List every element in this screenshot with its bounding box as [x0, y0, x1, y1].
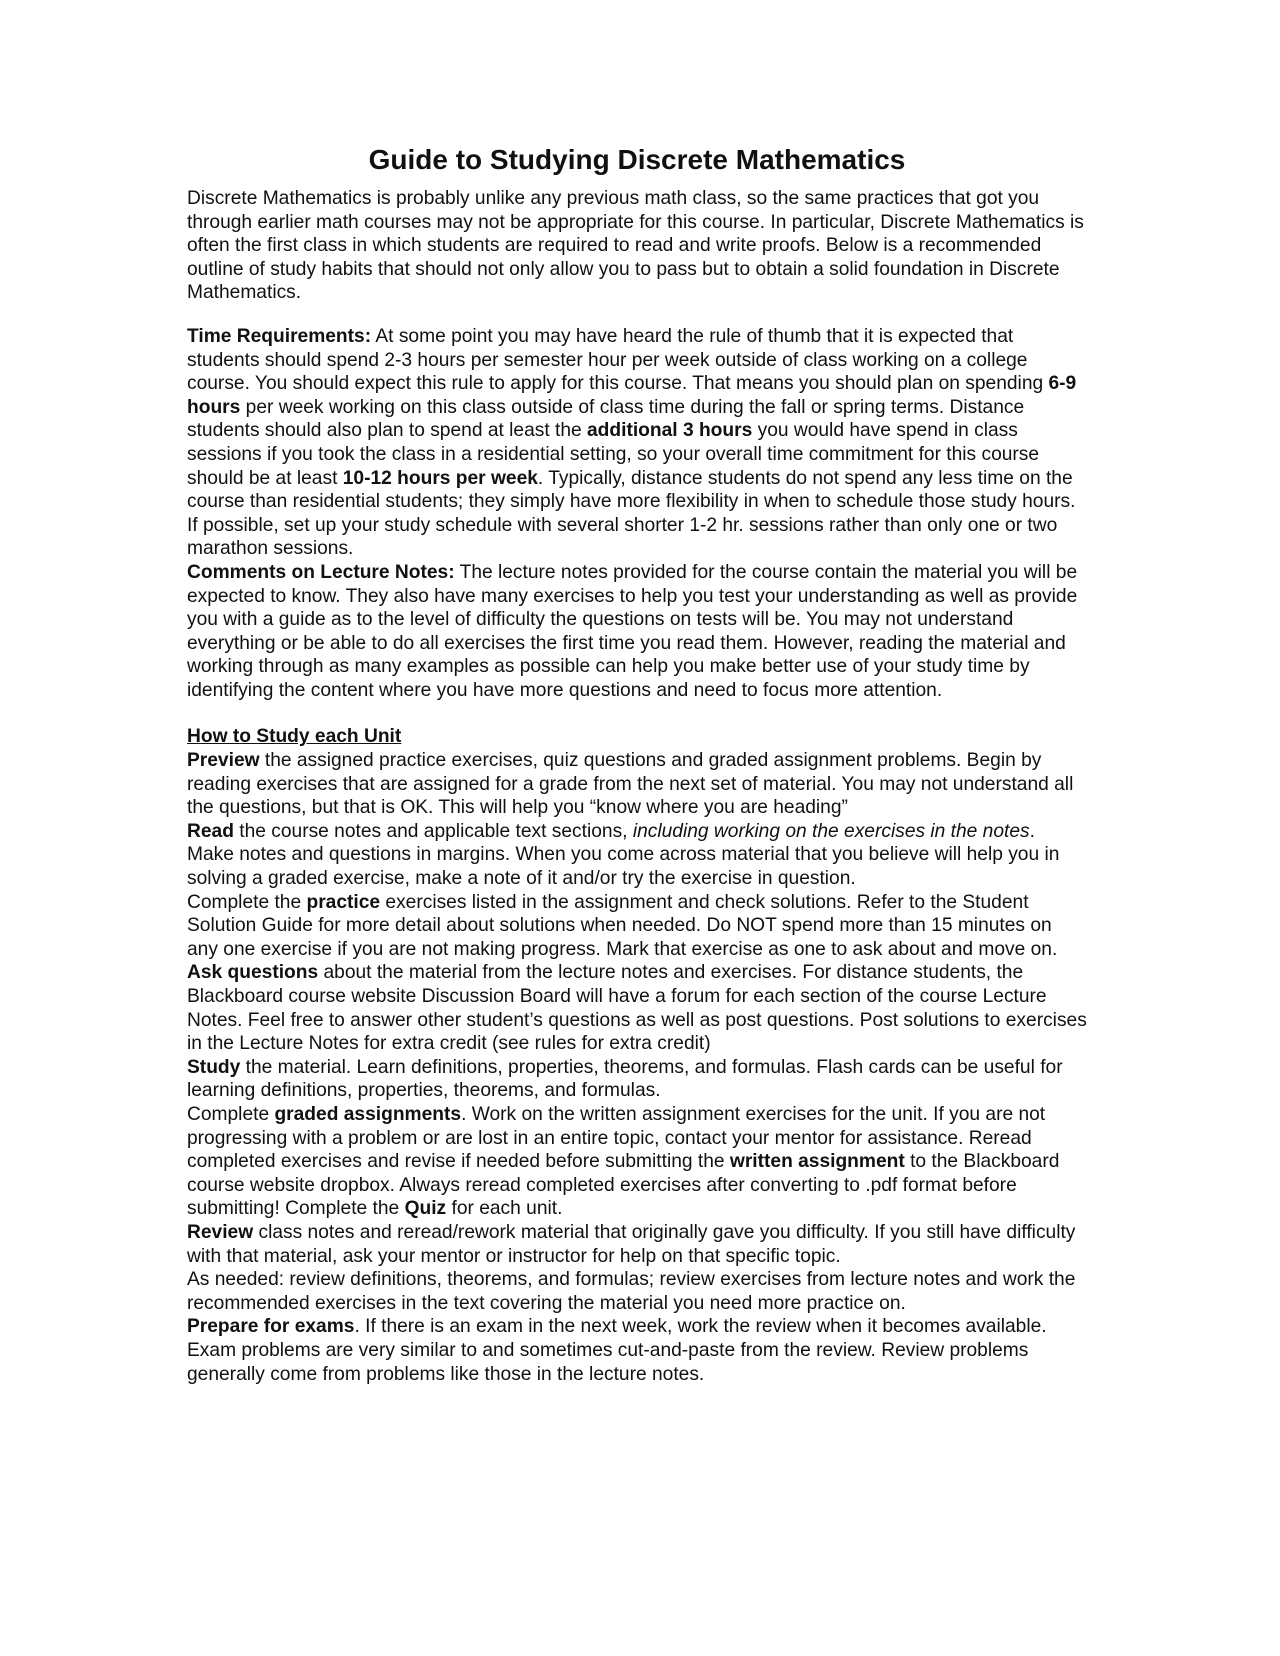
prepare-text: . If there is an exam in the next week, work the review when it becomes available. Exam problems are very similar to and sometimes cut-and-paste from the review. Review problems generally come from problems like those in the lecture notes.: [187, 1316, 1047, 1385]
time-bold-total: 10-12 hours per week: [342, 467, 538, 489]
preview-text: the assigned practice exercises, quiz questions and graded assignment problems. Begin by reading exercises that are assigned for a grade from the next set of material. You may not understand all the questions, but that is OK. This will help you “know where you are heading”: [187, 750, 1074, 819]
time-text-4: . Typically, distance students do not spend any less time on the course than residential students; they simply have more flexibility in when to schedule those study hours. If possible, set up your study schedule with several shorter 1-2 hr. sessions rather than only one or two marathon sessions.: [187, 467, 1076, 560]
ask-label: Ask questions: [187, 962, 319, 984]
study-paragraph: [187, 1056, 1087, 1103]
read-text-1: the course notes and applicable text sections,: [233, 820, 633, 842]
graded-bold-written: written assignment: [729, 1151, 905, 1173]
read-paragraph: [187, 820, 1087, 891]
preview-paragraph: [187, 749, 1087, 820]
lecture-notes-text: The lecture notes provided for the course contain the material you will be expected to know. They also have many exercises to help you test your understanding as well as provide you with a guide as to the level of difficulty the questions on tests will be. You may not understand everything or be able to do all exercises the first time you read them. However, reading the material and working through as many examples as possible can help you make better use of your study time by identifying the content where you have more questions and need to focus more attention.: [187, 561, 1078, 701]
practice-text-1: Complete the: [187, 891, 307, 913]
practice-paragraph: [187, 891, 1087, 962]
document-title: Guide to Studying Discrete Mathematics: [368, 144, 906, 175]
graded-bold-assignments: graded assignments: [274, 1103, 462, 1125]
review-paragraph: [187, 1221, 1087, 1268]
time-requirements-label: Time Requirements:: [187, 325, 372, 347]
practice-label: practice: [306, 891, 381, 913]
read-label: Read: [187, 820, 234, 842]
prepare-label: Prepare for exams: [187, 1316, 355, 1338]
lecture-notes-paragraph: [187, 561, 1087, 703]
graded-text-3: to the Blackboard course website dropbox. Always reread completed exercises after converting to .pdf format before submitting! Complete the: [187, 1151, 1060, 1220]
time-text-1: At some point you may have heard the rule of thumb that it is expected that students should spend 2-3 hours per semester hour per week outside of class working on a college course. You should expect this rule to apply for this course. That means you should plan on spending: [187, 325, 1049, 395]
study-text: the material. Learn definitions, properties, theorems, and formulas. Flash cards can be useful for learning definitions, properties, theorems, and formulas.: [187, 1056, 1063, 1102]
document-page: [187, 143, 1087, 1386]
graded-bold-quiz: Quiz: [404, 1198, 447, 1220]
graded-paragraph: [187, 1103, 1087, 1221]
prepare-paragraph: [187, 1315, 1087, 1386]
graded-text-2: . Work on the written assignment exercises for the unit. If you are not progressing with a problem or are lost in an entire topic, contact your mentor for assistance. Reread completed exercises and revise if needed before submitting the: [187, 1103, 1046, 1173]
lecture-notes-label: Comments on Lecture Notes:: [187, 561, 455, 583]
review-label: Review: [187, 1221, 254, 1243]
read-italic: including working on the exercises in the notes: [632, 820, 1030, 842]
time-requirements-paragraph: [187, 325, 1087, 561]
intro-paragraph: Discrete Mathematics is probably unlike any previous math class, so the same practices that got you through earlier math courses may not be appropriate for this course. In particular, Discrete Mathematics is often the first class in which students are required to read and write proofs. Below is a recommended outline of study habits that should not only allow you to pass but to obtain a solid foundation in Discrete Mathematics.: [187, 188, 1084, 304]
study-label: Study: [187, 1056, 241, 1078]
graded-text-1: Complete: [187, 1103, 275, 1125]
review-text: class notes and reread/rework material that originally gave you difficulty. If you still have difficulty with that material, ask your mentor or instructor for help on that specific topic.: [187, 1221, 1076, 1267]
as-needed-paragraph: As needed: review definitions, theorems, and formulas; review exercises from lecture notes and work the recommended exercises in the text covering the material you need more practice on.: [187, 1269, 1076, 1314]
ask-text: about the material from the lecture notes and exercises. For distance students, the Blackboard course website Discussion Board will have a forum for each section of the course Lecture Notes. Feel free to answer other student’s questions as well as post questions. Post solutions to exercises in the Lecture Notes for extra credit (see rules for extra credit): [187, 962, 1087, 1055]
preview-label: Preview: [187, 750, 260, 772]
ask-paragraph: [187, 961, 1087, 1055]
read-text-2: . Make notes and questions in margins. When you come across material that you believe will help you in solving a graded exercise, make a note of it and/or try the exercise in question.: [187, 820, 1060, 890]
time-bold-additional: additional 3 hours: [587, 420, 753, 442]
graded-text-4: for each unit.: [446, 1198, 563, 1220]
practice-text-2: exercises listed in the assignment and check solutions. Refer to the Student Solution Guide for more detail about solutions when needed. Do NOT spend more than 15 minutes on any one exercise if you are not making progress. Mark that exercise as one to ask about and move on.: [187, 891, 1058, 960]
time-text-3: you would have spend in class sessions if you took the class in a residential setting, so your overall time commitment for this course should be at least: [187, 420, 1040, 489]
time-bold-hours: 6-9 hours: [187, 373, 1077, 418]
time-text-2: per week working on this class outside of class time during the fall or spring terms. Distance students should also plan to spend at least the: [187, 396, 1025, 442]
unit-heading: How to Study each Unit: [187, 726, 402, 748]
